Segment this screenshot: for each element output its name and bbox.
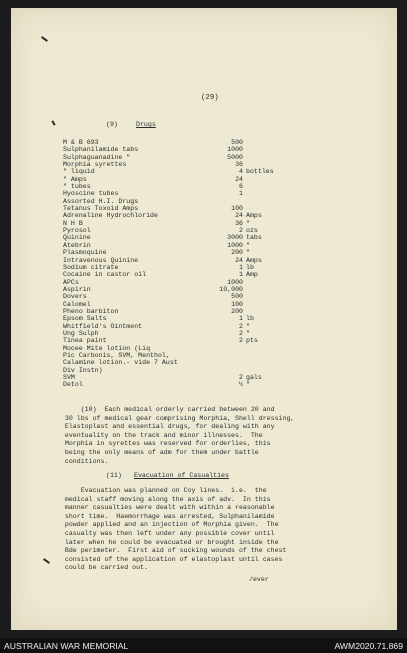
text-line: Evacuation was planned on Coy lines. i.e. the [53,487,267,494]
drug-quantity: 6 [239,183,243,191]
drug-quantity: 500 [231,293,243,301]
tick-mark [51,120,55,125]
paragraph-11 [53,487,286,573]
drug-unit [246,154,274,161]
drug-unit: lb [246,315,254,323]
drug-unit: " [246,329,250,337]
text-line: manner casualties were dealt with within a reasonable [53,504,275,512]
drug-quantity: 2 [239,374,243,381]
drug-name: Pheno barbiton [63,307,119,315]
drug-name-column [63,139,178,389]
drug-quantity: 1000 [227,146,243,154]
drug-quantity: 1000 [227,278,243,286]
drug-quantity: 200 [231,249,243,257]
drug-name: Tetanus Toxoid Amps [63,205,139,213]
drug-name: Calomel [63,300,91,308]
drug-quantity [207,367,243,374]
drug-quantity-column [207,139,243,389]
drug-name: Detol [63,381,83,389]
drug-unit [246,345,274,352]
text-line: Morphia in syrettes was reserved for orderlies, this [53,440,271,448]
drug-unit [246,139,274,146]
drug-unit [246,352,274,359]
drug-quantity: 2 [239,322,243,330]
text-line: could be carried out. [53,564,148,572]
drug-quantity: 1 [239,315,243,323]
drug-unit: bottles [246,168,274,176]
drug-name: Dovers [63,293,87,301]
drug-quantity: 1 [239,190,243,198]
drug-quantity: 200 [231,307,243,315]
text-line: eventuality on the track and minor illnesses. The [53,431,263,439]
drug-unit [246,190,274,197]
text-line: later when he could be evacuated or brought inside the [53,538,279,546]
drug-name: Epsom Salts [63,315,107,323]
text-line: Bde perimeter. First aid of sucking wounds of the chest [53,547,287,555]
drug-quantity: 1 [239,263,243,271]
drug-name: " Amps [63,175,87,183]
drug-name: Ung Sulph [63,329,99,337]
section-title: Evacuation of Casualties [134,472,229,479]
drug-unit [246,176,274,183]
footer-institution: AUSTRALIAN WAR MEMORIAL [4,641,129,651]
footer-reference: AWM2020.71.869 [334,641,403,651]
drug-quantity: 1 [239,271,243,279]
drug-quantity: 100 [231,205,243,213]
archive-footer [0,638,407,653]
drug-quantity: 36 [235,219,243,227]
drug-unit: Amp [246,271,258,279]
drug-name: Calamine lotion.- vide 7 Aust [63,359,178,367]
drug-unit [246,279,274,286]
drug-unit-column [246,139,274,389]
drug-name: Assorted H.I. Drugs [63,197,139,205]
drug-quantity: 36 [235,161,243,169]
drug-name: SVM [63,374,75,381]
drug-unit: lb [246,263,254,271]
drug-unit [246,286,274,293]
text-line: 30 lbs of medical gear comprising Morphia, Shell dressing, [53,414,295,422]
drug-name: " liquid [63,168,95,176]
drug-quantity: 24 [235,212,243,220]
text-line: consisted of the application of elastoplast until cases [53,555,283,563]
drug-unit [246,293,274,300]
drug-quantity: 2 [239,227,243,235]
text-line: short time. Haemorrhage was arrested, Sulphanilamide [53,512,275,520]
section-number: (11) [106,472,122,479]
drug-unit [246,359,274,366]
drug-unit: Amps [246,212,262,220]
drug-unit: ozs [246,227,258,235]
document-page [11,8,397,630]
section-number: (9) [106,121,118,128]
drug-quantity: 1000 [227,241,243,249]
drug-quantity [207,198,243,205]
text-line: Elastoplast and essential drugs, for dealing with any [53,423,275,431]
punch-mark [41,36,48,42]
drug-name: Quinine [63,234,91,242]
text-line: casualty was then left under any possible cover until [53,529,275,537]
drug-unit: " [246,249,250,257]
drug-name: " tubes [63,183,91,191]
drug-unit: " [246,381,250,389]
drug-name: Atebrin [63,241,91,249]
drug-quantity: 100 [231,300,243,308]
drug-unit [246,301,274,308]
drug-name: Whitfield's Ointment [63,322,143,330]
drug-quantity: 2 [239,329,243,337]
drug-unit [246,161,274,168]
drug-unit [246,198,274,205]
punch-mark [43,558,50,564]
drug-name: Pyrosol [63,227,91,235]
text-line: conditions. [53,457,109,465]
drug-quantity: 5000 [227,153,243,161]
drug-unit [246,146,274,153]
drug-unit: gals [246,374,262,381]
drug-quantity: 3000 [227,234,243,242]
drug-quantity [207,352,243,359]
paragraph-10 [53,406,294,466]
drug-name: Div Instn) [63,366,103,374]
text-line: being the only means of adm for them under battle [53,448,259,456]
drug-unit [246,308,274,315]
drug-name: Tinea paint [63,337,107,345]
drug-unit: " [246,219,250,227]
section-title: Drugs [136,121,156,128]
drug-name: Aspirin [63,285,91,293]
drug-unit [246,205,274,212]
drug-name: Plasmoquine [63,249,107,257]
drug-name: Sulphaguanadine " [63,153,131,161]
drug-unit: " [246,322,250,330]
text-line: powder applied and an injection of Morphia given. The [53,521,279,529]
drug-name: Mocee Mite lotion (Liq [63,344,151,352]
page-number: (29) [201,94,219,102]
drug-unit: Amps [246,256,262,264]
text-line: medical staff moving along the axis of adv. In this [53,495,271,503]
drug-unit: tabs [246,234,262,242]
drug-name: Adrenaline Hydrochloride [63,212,158,220]
drug-unit: " [246,241,250,249]
drug-quantity: ½ [239,381,243,389]
drug-name: M & B 693 [63,139,99,146]
drug-quantity: 4 [239,168,243,176]
drug-unit: pts [246,337,258,345]
drug-name: N H B [63,219,83,227]
drug-quantity [207,345,243,352]
drug-name: Morphia syrettes [63,161,127,169]
drug-quantity: 500 [231,139,243,146]
drug-name: Cocaine in castor oil [63,271,147,279]
drug-name: Intravenous Quinine [63,256,139,264]
drug-name: Sulphanilamide tabs [63,146,139,154]
drug-unit [246,367,274,374]
drug-quantity: 2 [239,337,243,345]
drug-quantity: 24 [235,175,243,183]
drug-name: Sodium citrate [63,263,119,271]
drug-unit [246,183,274,190]
drug-name: Pic Carbonis, SVM, Menthol, [63,351,170,359]
drug-name: Hyoscine tubes [63,190,119,198]
drug-name: APCs [63,278,79,286]
text-line: (10) Each medical orderly carried between 20 and [53,406,275,413]
drug-quantity: 24 [235,256,243,264]
continuation-marker: /ever [249,576,269,583]
drug-quantity [207,359,243,366]
drug-quantity: 10,000 [219,285,243,293]
